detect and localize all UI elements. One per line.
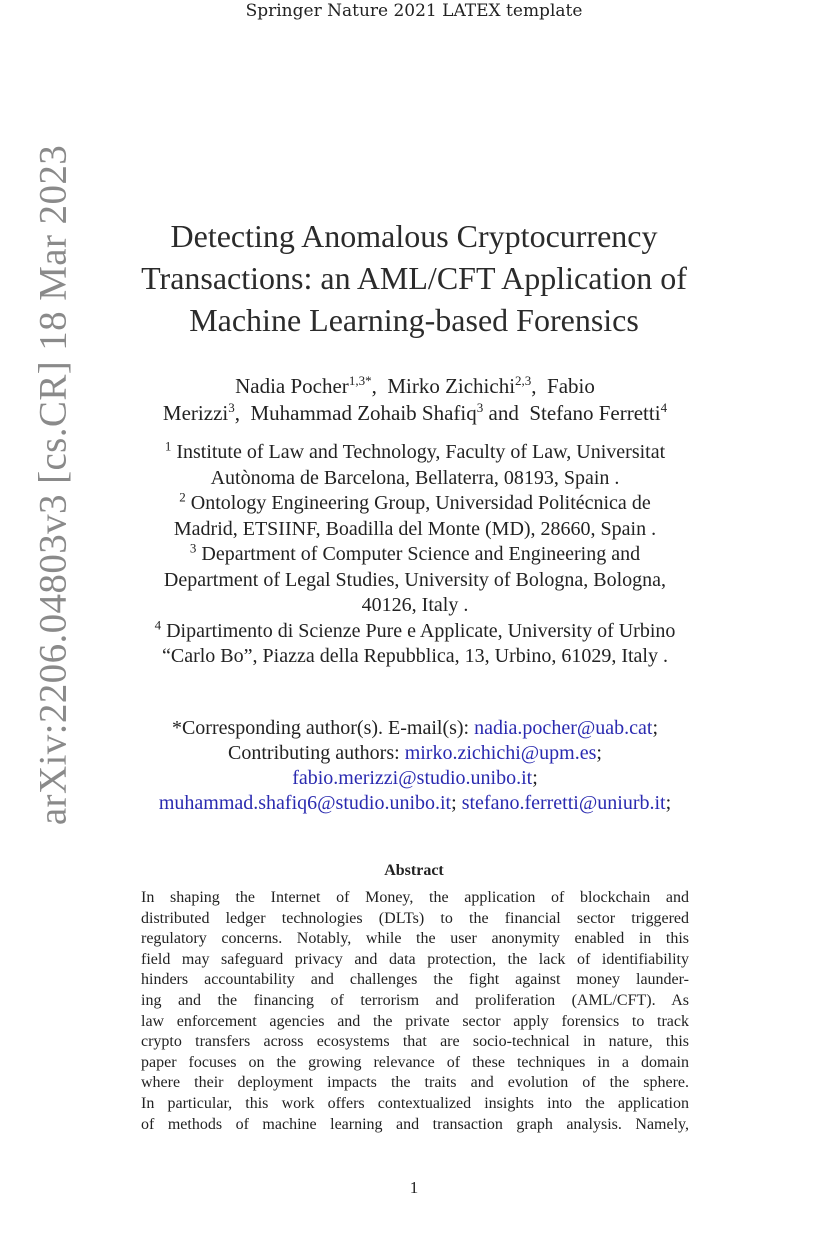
affiliation-number: 3 bbox=[189, 540, 197, 556]
page-number: 1 bbox=[409, 1178, 419, 1197]
separator: ; bbox=[532, 767, 538, 789]
affiliation-number: 1 bbox=[164, 438, 172, 454]
author-name: Stefano Ferretti bbox=[529, 401, 661, 425]
affiliation-text: Institute of Law and Technology, Faculty of Law, Universitat bbox=[176, 441, 666, 463]
abstract-line: hinders accountability and challenges the fight against money launder- bbox=[141, 971, 689, 989]
affiliation-line bbox=[110, 517, 720, 543]
title-line: Transactions: an AML/CFT Application of bbox=[141, 260, 687, 296]
affiliation-number: 4 bbox=[154, 616, 162, 632]
affiliation-text: 40126, Italy . bbox=[361, 594, 469, 616]
arxiv-identifier: arXiv:2206.04803v3 [cs.CR] 18 Mar 2023 bbox=[31, 144, 74, 826]
affiliation-number: 2 bbox=[179, 489, 186, 505]
separator: ; bbox=[451, 792, 457, 814]
author-conjunction: and bbox=[488, 401, 519, 425]
author-affiliation-mark: 1,3* bbox=[348, 373, 372, 388]
abstract-heading: Abstract bbox=[384, 862, 444, 879]
author-list: Nadia Pocher$^{1,3*}$, Mirko Zichichi$^{2,3}$, Fabio Merizzi$^3$, Muhammad Zohaib Shafiq$^3$ and Stefano Ferretti$^4$ bbox=[162, 373, 668, 425]
abstract-line: In shaping the Internet of Money, the application of blockchain and bbox=[141, 889, 689, 906]
affiliation-line bbox=[110, 616, 720, 645]
affiliation-text: Dipartimento di Scienze Pure e Applicate, University of Urbino bbox=[166, 619, 676, 642]
correspondence-block bbox=[110, 716, 720, 816]
author-affiliation-mark: 3 bbox=[228, 400, 235, 415]
abstract-line: ing and the financing of terrorism and proliferation (AML/CFT). As bbox=[141, 991, 689, 1009]
email-link[interactable]: muhammad.shafiq6@studio.unibo.it bbox=[158, 792, 452, 814]
author-name: Muhammad Zohaib Shafiq bbox=[250, 401, 477, 425]
abstract-line: crypto transfers across ecosystems that are socio-technical in nature, this bbox=[141, 1033, 689, 1051]
affiliation-list bbox=[110, 440, 720, 670]
author-affiliation-mark: 3 bbox=[476, 400, 484, 415]
affiliation-line bbox=[110, 644, 720, 670]
author-name: Mirko Zichichi bbox=[387, 374, 516, 398]
author-affiliation-mark: 4 bbox=[660, 400, 668, 415]
abstract-line: of methods of machine learning and transaction graph analysis. Namely, bbox=[141, 1115, 689, 1133]
separator: ; bbox=[652, 717, 659, 739]
affiliation-line bbox=[110, 491, 720, 517]
title-line: Machine Learning-based Forensics bbox=[189, 302, 639, 338]
email-link[interactable]: nadia.pocher@uab.cat bbox=[474, 717, 653, 739]
separator: ; bbox=[665, 792, 672, 814]
affiliation-line bbox=[110, 466, 720, 492]
author-name: Merizzi bbox=[162, 401, 229, 425]
arxiv-stamp bbox=[30, 144, 75, 826]
page-header: Springer Nature 2021 LATEX template bbox=[245, 1, 583, 21]
author-name: Nadia Pocher bbox=[235, 374, 349, 398]
abstract-line: paper focuses on the growing relevance of these techniques in a domain bbox=[141, 1053, 689, 1071]
affiliation-text: Autònoma de Barcelona, Bellaterra, 08193, Spain . bbox=[210, 466, 620, 489]
email-link[interactable]: fabio.merizzi@studio.unibo.it bbox=[292, 767, 533, 789]
paper-title bbox=[100, 215, 728, 341]
author-affiliation-mark: 2,3 bbox=[515, 373, 532, 388]
affiliation-text: Madrid, ETSIINF, Boadilla del Monte (MD), 28660, Spain . bbox=[173, 517, 657, 540]
author-name: Fabio bbox=[547, 374, 595, 398]
affiliation-text: Department of Legal Studies, University of Bologna, Bologna, bbox=[163, 568, 667, 591]
abstract-body bbox=[141, 888, 689, 1135]
affiliation-line bbox=[110, 593, 720, 619]
affiliation-text: Department of Computer Science and Engineering and bbox=[201, 543, 641, 565]
affiliation-text: “Carlo Bo”, Piazza della Repubblica, 13, Urbino, 61029, Italy . bbox=[162, 645, 668, 667]
contributing-label: Contributing authors: bbox=[228, 742, 400, 764]
email-link[interactable]: stefano.ferretti@uniurb.it bbox=[461, 792, 666, 814]
abstract-line: distributed ledger technologies (DLTs) to the financial sector triggered bbox=[141, 909, 689, 927]
abstract-line: where their deployment impacts the traits and evolution of the sphere. bbox=[141, 1074, 689, 1092]
abstract-line: regulatory concerns. Notably, while the user anonymity enabled in this bbox=[141, 930, 689, 948]
email-link[interactable]: mirko.zichichi@upm.es bbox=[404, 742, 597, 764]
affiliation-line bbox=[110, 440, 720, 466]
corresponding-label: *Corresponding author(s). E-mail(s): bbox=[171, 717, 470, 739]
abstract-line: law enforcement agencies and the private sector apply forensics to track bbox=[141, 1012, 689, 1030]
affiliation-text: Ontology Engineering Group, Universidad Politécnica de bbox=[190, 492, 651, 514]
separator: ; bbox=[596, 742, 602, 764]
abstract-line: field may safeguard privacy and data protection, the lack of identifiability bbox=[141, 950, 689, 968]
title-line: Detecting Anomalous Cryptocurrency bbox=[170, 218, 658, 254]
affiliation-line bbox=[110, 542, 720, 568]
affiliation-line bbox=[110, 568, 720, 594]
abstract-line: In particular, this work offers contextualized insights into the application bbox=[141, 1094, 689, 1112]
